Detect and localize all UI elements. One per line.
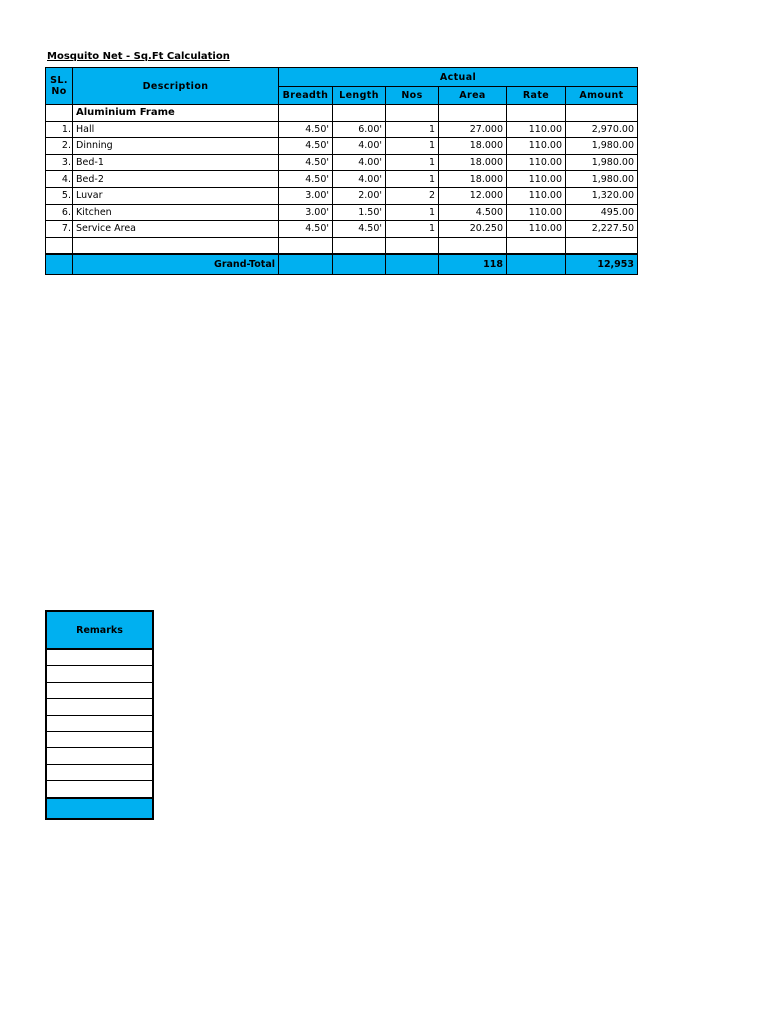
remarks-line [46, 682, 153, 698]
row-breadth: 4.50' [279, 138, 333, 155]
header-actual: Actual [279, 68, 638, 87]
row-rate: 110.00 [507, 221, 566, 238]
row-slno: 2. [46, 138, 73, 155]
section-slno-cell [46, 105, 73, 122]
row-amount: 1,320.00 [566, 187, 638, 204]
row-description: Hall [73, 121, 279, 138]
remarks-line [46, 649, 153, 666]
total-empty-cell [333, 254, 386, 275]
row-length: 2.00' [333, 187, 386, 204]
row-slno: 5. [46, 187, 73, 204]
remarks-line [46, 666, 153, 682]
document-title: Mosquito Net - Sq.Ft Calculation [47, 51, 230, 62]
row-breadth: 4.50' [279, 221, 333, 238]
header-area: Area [439, 87, 507, 105]
row-breadth: 4.50' [279, 121, 333, 138]
empty-cell [439, 237, 507, 254]
row-rate: 110.00 [507, 154, 566, 171]
row-nos: 1 [386, 138, 439, 155]
total-empty-cell [507, 254, 566, 275]
row-breadth: 3.00' [279, 204, 333, 221]
row-breadth: 4.50' [279, 171, 333, 188]
row-description: Kitchen [73, 204, 279, 221]
grand-total-area: 118 [439, 254, 507, 275]
row-length: 4.00' [333, 154, 386, 171]
calculation-table [45, 67, 638, 275]
row-breadth: 4.50' [279, 154, 333, 171]
table-row [46, 171, 638, 188]
row-rate: 110.00 [507, 171, 566, 188]
row-slno: 7. [46, 221, 73, 238]
header-rate: Rate [507, 87, 566, 105]
total-empty-cell [279, 254, 333, 275]
row-area: 12.000 [439, 187, 507, 204]
row-nos: 1 [386, 204, 439, 221]
row-rate: 110.00 [507, 121, 566, 138]
empty-cell [333, 105, 386, 122]
remarks-line [46, 715, 153, 731]
table-row [46, 204, 638, 221]
row-amount: 1,980.00 [566, 138, 638, 155]
row-slno: 1. [46, 121, 73, 138]
blank-row [46, 237, 638, 254]
row-length: 4.50' [333, 221, 386, 238]
table-row [46, 154, 638, 171]
empty-cell [386, 237, 439, 254]
empty-cell [566, 105, 638, 122]
row-description: Luvar [73, 187, 279, 204]
row-amount: 1,980.00 [566, 171, 638, 188]
header-description: Description [73, 68, 279, 105]
row-area: 4.500 [439, 204, 507, 221]
grand-total-row [46, 254, 638, 275]
table-row [46, 121, 638, 138]
empty-cell [386, 105, 439, 122]
header-length: Length [333, 87, 386, 105]
row-breadth: 3.00' [279, 187, 333, 204]
empty-cell [566, 237, 638, 254]
row-area: 27.000 [439, 121, 507, 138]
row-area: 20.250 [439, 221, 507, 238]
empty-cell [333, 237, 386, 254]
remarks-header: Remarks [46, 611, 153, 649]
header-nos: Nos [386, 87, 439, 105]
row-nos: 2 [386, 187, 439, 204]
row-length: 4.00' [333, 138, 386, 155]
empty-cell [73, 237, 279, 254]
empty-cell [507, 105, 566, 122]
row-area: 18.000 [439, 138, 507, 155]
section-row [46, 105, 638, 122]
table-row [46, 221, 638, 238]
row-length: 1.50' [333, 204, 386, 221]
row-amount: 2,227.50 [566, 221, 638, 238]
row-rate: 110.00 [507, 187, 566, 204]
remarks-line [46, 781, 153, 798]
row-amount: 2,970.00 [566, 121, 638, 138]
row-nos: 1 [386, 121, 439, 138]
row-description: Bed-1 [73, 154, 279, 171]
row-amount: 495.00 [566, 204, 638, 221]
row-slno: 6. [46, 204, 73, 221]
empty-cell [439, 105, 507, 122]
row-nos: 1 [386, 171, 439, 188]
remarks-table [45, 610, 154, 820]
grand-total-label: Grand-Total [73, 254, 279, 275]
empty-cell [46, 237, 73, 254]
total-empty-cell [386, 254, 439, 275]
total-empty-cell [46, 254, 73, 275]
header-amount: Amount [566, 87, 638, 105]
header-slno: SL. No [46, 68, 73, 105]
row-length: 6.00' [333, 121, 386, 138]
row-description: Bed-2 [73, 171, 279, 188]
remarks-line [46, 748, 153, 764]
empty-cell [279, 105, 333, 122]
header-breadth: Breadth [279, 87, 333, 105]
row-rate: 110.00 [507, 204, 566, 221]
row-length: 4.00' [333, 171, 386, 188]
row-nos: 1 [386, 154, 439, 171]
empty-cell [507, 237, 566, 254]
row-description: Service Area [73, 221, 279, 238]
grand-total-amount: 12,953 [566, 254, 638, 275]
remarks-line [46, 731, 153, 747]
remarks-line [46, 764, 153, 780]
row-amount: 1,980.00 [566, 154, 638, 171]
row-rate: 110.00 [507, 138, 566, 155]
table-row [46, 187, 638, 204]
remarks-footer [46, 798, 153, 819]
remarks-line [46, 699, 153, 715]
row-area: 18.000 [439, 154, 507, 171]
table-row [46, 138, 638, 155]
row-description: Dinning [73, 138, 279, 155]
row-area: 18.000 [439, 171, 507, 188]
row-slno: 3. [46, 154, 73, 171]
section-title: Aluminium Frame [73, 105, 279, 122]
row-nos: 1 [386, 221, 439, 238]
row-slno: 4. [46, 171, 73, 188]
empty-cell [279, 237, 333, 254]
